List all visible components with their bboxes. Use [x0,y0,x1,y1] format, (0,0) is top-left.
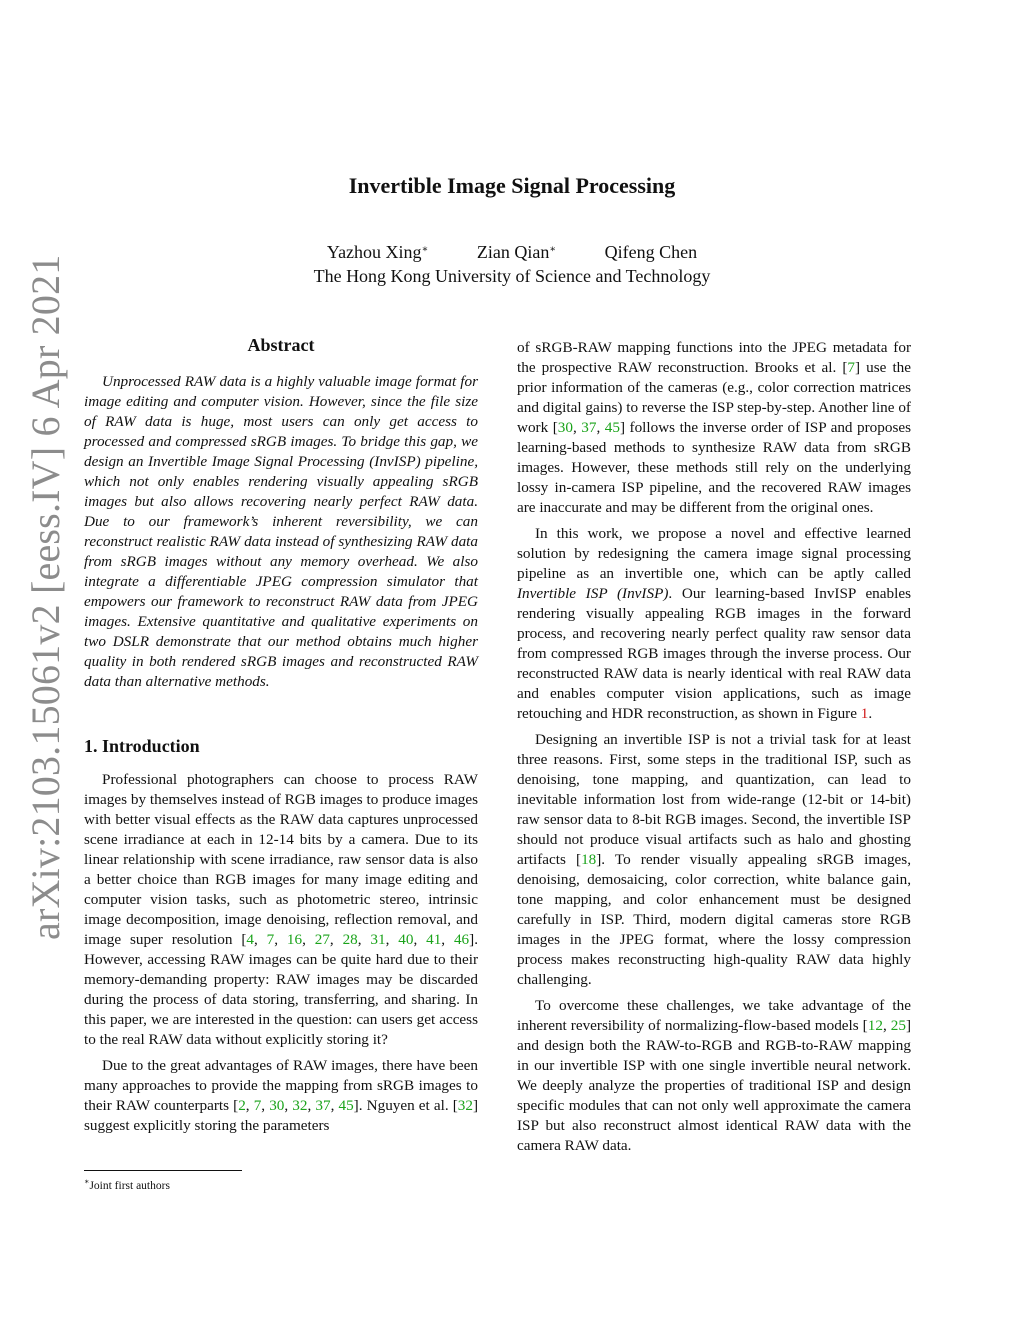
arxiv-identifier: arXiv:2103.15061v2 [eess.IV] 6 Apr 2021 [23,254,68,940]
author: Zian Qian∗ [476,242,557,262]
citation-link[interactable]: 4 [246,931,254,948]
citation-link[interactable]: 45 [338,1097,354,1114]
citation-link[interactable]: 7 [266,931,275,948]
citation-link[interactable]: 2 [238,1097,246,1114]
citation-link[interactable]: 12 [867,1017,883,1034]
citation-link[interactable]: 30 [557,419,573,436]
intro-paragraph: Designing an invertible ISP is not a trivial task for at least three reasons. First, some steps in the traditional ISP, such as denoising, tone mapping, and quantization, can lead to inevitable information lost from wide-range (12-bit or 14-bit) raw sensor data to 8-bit RGB images. Second, the invertible ISP should not produce visual artifacts such as halo and ghosting artifacts [18]. To render visually appealing sRGB images, denoising, demosaicing, color correction, white balance gain, tone mapping, and color enhancement must be designed carefully in ISP. Third, modern digital cameras store RGB images in the JPEG format, where the lossy compression process makes reconstructing high-quality RAW data highly challenging. [517,731,912,988]
intro-paragraph: Professional photographers can choose to process RAW images by themselves instead of RGB images to produce images with better visual effects as the RAW data captures unprocessed scene irradiance at each in 12-14 bits by a camera. Due to its linear relationship with scene irradiance, raw sensor data is also a better choice than RGB images for many image editing and computer vision tasks, such as photometric stereo, intrinsic image decomposition, image denoising, reflection removal, and image super resolution [4, 7, 16, 27, 28, 31, 40, 41, 46]. However, accessing RAW images can be quite hard due to their memory-demanding property: RAW images may be discarded during the process of data storing, transferring, and sharing. In this paper, we are interested in the question: can users get access to the real RAW data without explicitly storing it? [84,771,478,1048]
intro-paragraph: To overcome these challenges, we take advantage of the inherent reversibility of normalizing-flow-based models [12, 25] and design both the RAW-to-RGB and RGB-to-RAW mapping in our invertible ISP with one single invertible neural network. We deeply analyze the properties of traditional ISP and design specific modules that can not only well approximate the camera ISP but also reconstruct almost identical RAW data with the camera RAW data. [517,997,912,1154]
citation-link[interactable]: 30 [269,1097,285,1114]
author: Yazhou Xing∗ [326,242,429,262]
footnote-divider [84,1170,242,1171]
intro-paragraph: Due to the great advantages of RAW images, there have been many approaches to provide the mapping from sRGB images to their RAW counterparts [2, 7, 30, 32, 37, 45]. Nguyen et al. [32] suggest explicitly storing the parameters [84,1057,479,1134]
method-name: Invertible ISP (InvISP) [517,585,669,602]
author-list [0,240,1024,264]
citation-link[interactable]: 37 [581,419,597,436]
citation-link[interactable]: 41 [426,931,442,948]
citation-link[interactable]: 40 [398,931,414,948]
citation-link[interactable]: 46 [453,931,470,948]
citation-link[interactable]: 31 [370,931,386,948]
citation-link[interactable]: 25 [890,1017,906,1034]
citation-link[interactable]: 7 [253,1097,262,1114]
section-heading-introduction: 1. Introduction [84,736,200,756]
citation-link[interactable]: 16 [286,931,303,948]
citation-link[interactable]: 45 [604,419,620,436]
footnote: ∗Joint first authors [84,1170,478,1192]
paper-title: Invertible Image Signal Processing [348,173,676,198]
intro-paragraph: In this work, we propose a novel and effective learned solution by redesigning the camera image signal processing pipeline as an invertible one, which can be aptly called Invertible ISP (InvISP). Our learning-based InvISP enables rendering visually appealing RGB images in the forward process, and recovering nearly perfect quality raw sensor data from compressed RGB images through the inverse process. Our reconstructed RAW data is nearly identical with real RAW data and enables computer vision applications, such as image retouching and HDR reconstruction, as shown in Figure 1. [517,525,911,722]
intro-paragraph: of sRGB-RAW mapping functions into the JPEG metadata for the prospective RAW reconstruction. Brooks et al. [7] use the prior information of the cameras (e.g., color correction matrices and digital gains) to reverse the ISP step-by-step. Another line of work [30, 37, 45] follows the inverse order of ISP and proposes learning-based methods to synthesize RAW data from sRGB images. However, these methods still rely on the underlying lossy in-camera ISP pipeline, and the recovered RAW images are inaccurate and may be different from the original ones. [517,339,912,516]
citation-link[interactable]: 18 [581,851,597,868]
abstract-heading: Abstract [247,335,315,355]
citation-link[interactable]: 7 [847,359,855,376]
figure-link[interactable]: 1 [860,705,869,722]
citation-link[interactable]: 28 [342,931,358,948]
citation-link[interactable]: 27 [314,931,330,948]
affiliation: The Hong Kong University of Science and Technology [313,266,711,286]
author: Qifeng Chen [604,242,698,262]
citation-link[interactable]: 37 [315,1097,331,1114]
right-column [517,338,911,1162]
abstract-text: Unprocessed RAW data is a highly valuable image format for image editing and computer vision. However, since the file size of RAW data is huge, most users can only get access to processed and compressed sRGB images. To bridge this gap, we design an Invertible Image Signal Processing (InvISP) pipeline, which not only enables rendering visually appealing sRGB images but also allows recovering nearly perfect RAW data. Due to our framework’s inherent reversibility, we can reconstruct realistic RAW data instead of synthesizing RAW data from sRGB images without any memory overhead. We also integrate a differentiable JPEG compression simulator that empowers our framework to reconstruct RAW data from JPEG images. Extensive quantitative and qualitative experiments on two DSLR demonstrate that our method obtains much higher quality in both rendered sRGB images and reconstructed RAW data than alternative methods. [84,373,478,690]
left-column [84,332,478,1142]
citation-link[interactable]: 32 [457,1097,473,1114]
citation-link[interactable]: 32 [292,1097,308,1114]
author-block [0,240,1024,288]
footnote-text: Joint first authors [89,1179,170,1192]
